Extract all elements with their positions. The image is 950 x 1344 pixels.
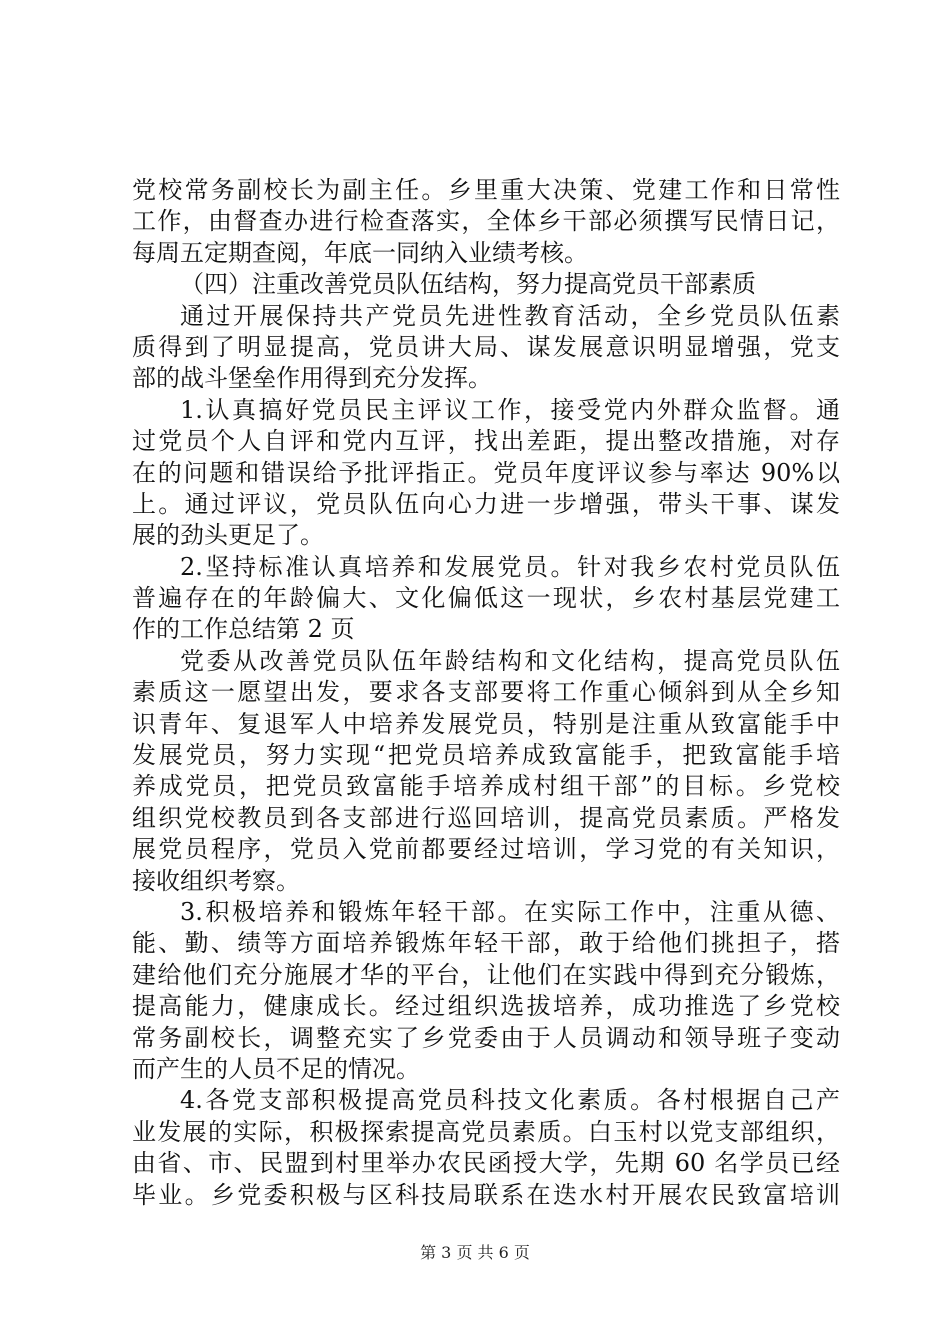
- text-line: 发展党员，努力实现“把党员培养成致富能手，把致富能手培: [132, 741, 840, 770]
- text-line: 作的工作总结第 2 页: [132, 615, 355, 644]
- text-line: 上。通过评议，党员队伍向心力进一步增强，带头干事、谋发: [132, 489, 840, 518]
- text-line: 能、勤、绩等方面培养锻炼年轻干部，敢于给他们挑担子，搭: [132, 929, 840, 958]
- page-number: 第 3 页 共 6 页: [420, 1243, 530, 1262]
- text-line: 接收组织考察。: [132, 866, 300, 895]
- text-line: 4.各党支部积极提高党员科技文化素质。各村根据自己产: [180, 1086, 840, 1115]
- text-line: 工作，由督查办进行检查落实，全体乡干部必须撰写民情日记，: [132, 207, 840, 236]
- text-line: 每周五定期查阅，年底一同纳入业绩考核。: [132, 238, 588, 267]
- text-line: 2.坚持标准认真培养和发展党员。针对我乡农村党员队伍: [180, 552, 840, 581]
- text-line: 由省、市、民盟到村里举办农民函授大学，先期 60 名学员已经: [132, 1149, 840, 1178]
- text-line: 业发展的实际，积极探索提高党员素质。白玉村以党支部组织，: [132, 1117, 840, 1146]
- text-line: 组织党校教员到各支部进行巡回培训，提高党员素质。严格发: [132, 803, 840, 832]
- text-line: 识青年、复退军人中培养发展党员，特别是注重从致富能手中: [132, 709, 840, 738]
- text-line: 素质这一愿望出发，要求各支部要将工作重心倾斜到从全乡知: [132, 678, 840, 707]
- page-footer: [0, 1243, 950, 1263]
- text-line: 养成党员，把党员致富能手培养成村组干部”的目标。乡党校: [132, 772, 840, 801]
- text-line: 党校常务副校长为副主任。乡里重大决策、党建工作和日常性: [132, 176, 840, 204]
- text-line: 建给他们充分施展才华的平台，让他们在实践中得到充分锻炼，: [132, 960, 840, 989]
- text-line: 过党员个人自评和党内互评，找出差距，提出整改措施，对存: [132, 427, 840, 456]
- text-line: 展党员程序，党员入党前都要经过培训，学习党的有关知识，: [132, 835, 840, 864]
- text-line: （四）注重改善党员队伍结构，努力提高党员干部素质: [180, 270, 756, 299]
- text-line: 党委从改善党员队伍年龄结构和文化结构，提高党员队伍: [180, 646, 840, 675]
- text-line: 通过开展保持共产党员先进性教育活动，全乡党员队伍素: [180, 301, 840, 330]
- text-line: 展的劲头更足了。: [132, 521, 324, 550]
- text-line: 常务副校长，调整充实了乡党委由于人员调动和领导班子变动: [132, 1023, 840, 1052]
- text-line: 1.认真搞好党员民主评议工作，接受党内外群众监督。通: [180, 395, 840, 424]
- text-line: 在的问题和错误给予批评指正。党员年度评议参与率达 90%以: [132, 458, 840, 487]
- text-line: 质得到了明显提高，党员讲大局、谋发展意识明显增强，党支: [132, 332, 840, 361]
- text-line: 而产生的人员不足的情况。: [132, 1054, 420, 1083]
- text-line: 毕业。乡党委积极与区科技局联系在迭水村开展农民致富培训: [132, 1180, 840, 1209]
- text-line: 部的战斗堡垒作用得到充分发挥。: [132, 364, 492, 393]
- text-line: 普遍存在的年龄偏大、文化偏低这一现状，乡农村基层党建工: [132, 584, 840, 613]
- text-line: 提高能力，健康成长。经过组织选拔培养，成功推选了乡党校: [132, 992, 840, 1021]
- text-line: 3.积极培养和锻炼年轻干部。在实际工作中，注重从德、: [180, 897, 840, 926]
- document-body: [132, 175, 840, 1211]
